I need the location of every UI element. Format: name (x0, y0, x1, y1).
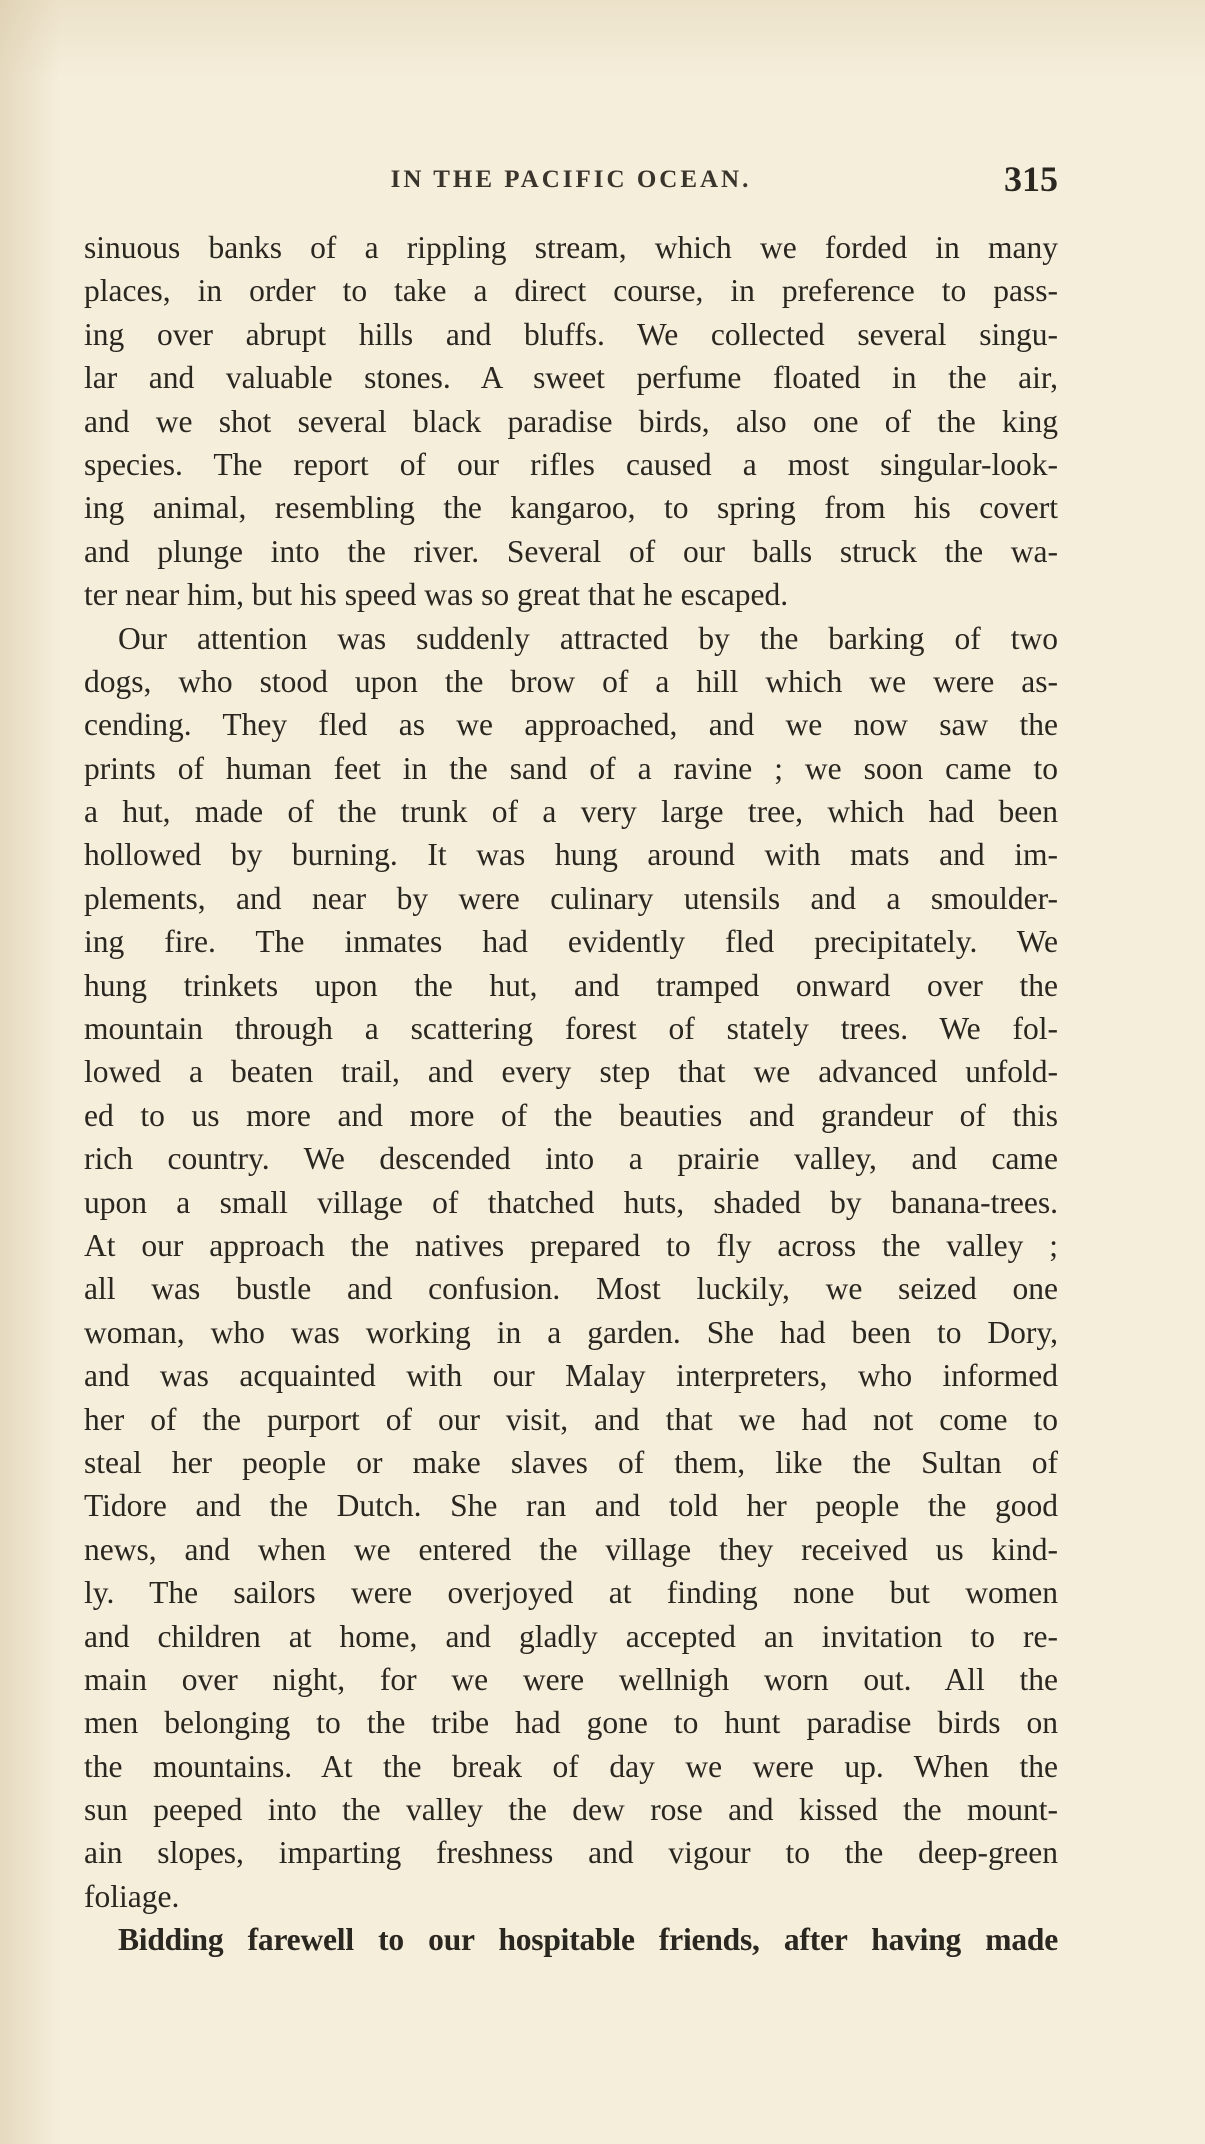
text-line: lowed a beaten trail, and every step that we advanced unfold- (84, 1054, 1058, 1090)
text-line: foliage. (84, 1878, 180, 1914)
page-number: 315 (1004, 159, 1058, 199)
text-line: upon a small village of thatched huts, shaded by banana-trees. (84, 1184, 1058, 1220)
text-line: Tidore and the Dutch. She ran and told her people the good (84, 1488, 1058, 1524)
text-line: species. The report of our rifles caused a most singular-look- (84, 446, 1058, 482)
text-line: steal her people or make slaves of them, like the Sultan of (84, 1444, 1058, 1480)
text-line: prints of human feet in the sand of a ravine ; we soon came to (84, 750, 1058, 786)
paragraph-start-line: Our attention was suddenly attracted by the barking of two (118, 620, 1058, 656)
text-line: lar and valuable stones. A sweet perfume floated in the air, (84, 360, 1058, 396)
text-line: hollowed by burning. It was hung around with mats and im- (84, 837, 1058, 873)
text-line: cending. They fled as we approached, and we now saw the (84, 707, 1058, 743)
paragraph-start-line: Bidding farewell to our hospitable friends, after having made (118, 1922, 1058, 1958)
running-title: IN THE PACIFIC OCEAN. (390, 166, 752, 193)
text-line: and children at home, and gladly accepted an invitation to re- (84, 1618, 1058, 1654)
text-line: sun peeped into the valley the dew rose and kissed the mount- (84, 1792, 1058, 1828)
text-line: and was acquainted with our Malay interpreters, who informed (84, 1358, 1058, 1394)
text-line: woman, who was working in a garden. She had been to Dory, (84, 1314, 1058, 1350)
text-line: At our approach the natives prepared to fly across the valley ; (84, 1227, 1058, 1263)
text-line: men belonging to the tribe had gone to hunt paradise birds on (84, 1705, 1058, 1741)
page-header (84, 158, 1058, 206)
text-line: all was bustle and confusion. Most luckily, we seized one (84, 1271, 1058, 1307)
text-line: a hut, made of the trunk of a very large tree, which had been (84, 794, 1058, 830)
text-line: the mountains. At the break of day we were up. When the (84, 1748, 1058, 1784)
body-text (84, 226, 1058, 1962)
text-line: dogs, who stood upon the brow of a hill which we were as- (84, 663, 1058, 699)
text-line: ly. The sailors were overjoyed at finding none but women (84, 1575, 1058, 1611)
text-line: ed to us more and more of the beauties and grandeur of this (84, 1097, 1058, 1133)
text-line: and plunge into the river. Several of our balls struck the wa- (84, 533, 1058, 569)
text-line: hung trinkets upon the hut, and tramped onward over the (84, 967, 1058, 1003)
text-line: ter near him, but his speed was so great that he escaped. (84, 577, 789, 613)
text-line: ain slopes, imparting freshness and vigour to the deep-green (84, 1835, 1058, 1871)
text-line: news, and when we entered the village they received us kind- (84, 1531, 1058, 1567)
text-line: and we shot several black paradise birds, also one of the king (84, 403, 1058, 439)
text-line: ing animal, resembling the kangaroo, to spring from his covert (84, 490, 1058, 526)
text-line: ing fire. The inmates had evidently fled precipitately. We (84, 924, 1058, 960)
text-line: places, in order to take a direct course, in preference to pass- (84, 273, 1058, 309)
text-line: mountain through a scattering forest of stately trees. We fol- (84, 1011, 1058, 1047)
text-line: her of the purport of our visit, and that we had not come to (84, 1401, 1058, 1437)
text-line: main over night, for we were wellnigh worn out. All the (84, 1661, 1058, 1697)
text-line: ing over abrupt hills and bluffs. We collected several singu- (84, 316, 1058, 352)
text-line: sinuous banks of a rippling stream, which we forded in many (84, 230, 1058, 265)
text-line: plements, and near by were culinary utensils and a smoulder- (84, 880, 1058, 916)
text-line: rich country. We descended into a prairie valley, and came (84, 1141, 1058, 1177)
